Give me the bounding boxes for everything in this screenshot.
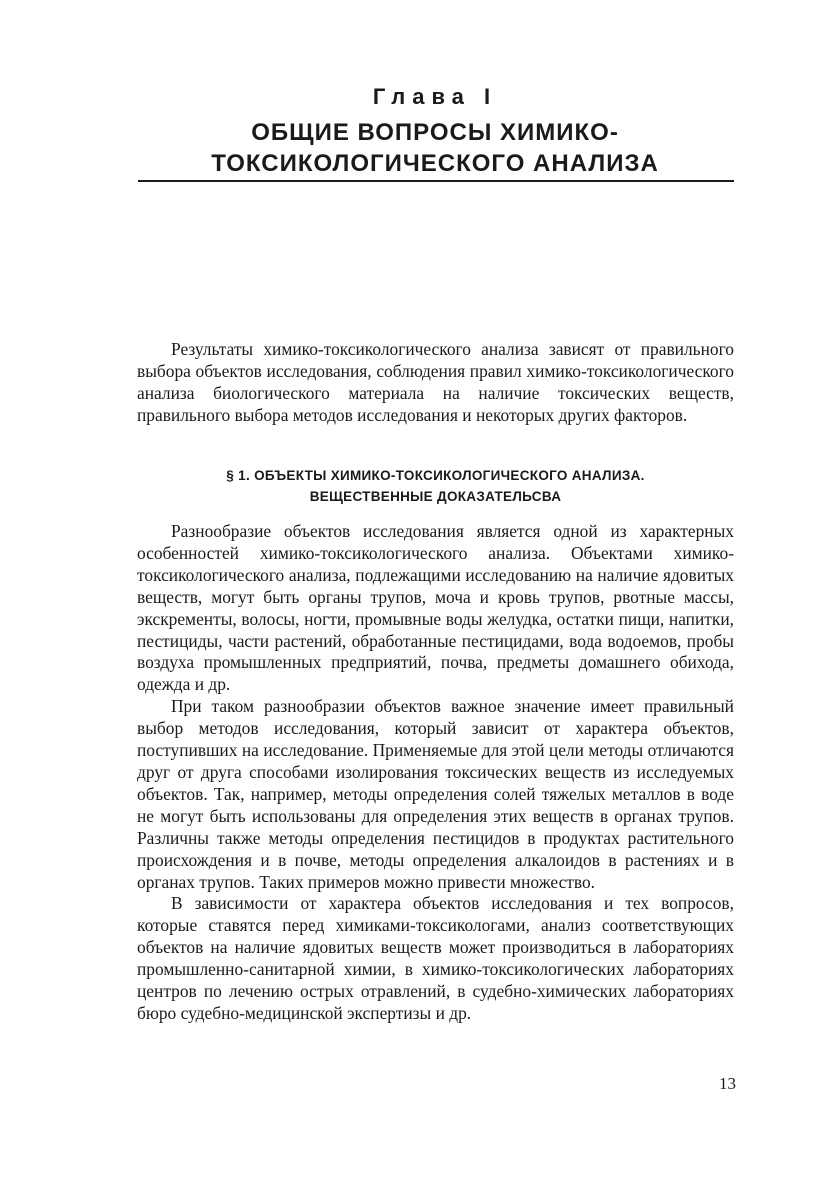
intro-block <box>137 339 734 427</box>
chapter-title-line-1: ОБЩИЕ ВОПРОСЫ ХИМИКО- <box>251 119 619 146</box>
chapter-title <box>0 117 840 179</box>
chapter-label: Глава I <box>372 84 498 109</box>
chapter-divider <box>138 180 734 182</box>
intro-paragraph: Результаты химико-токсикологического анализа зависят от правильного выбора объектов исследования, соблюдения правил химико-токсикологического анализа биологического материала на наличие токсических веществ, правильного выбора методов исследования и некоторых других факторов. <box>137 339 734 425</box>
section-title-line-1: § 1. ОБЪЕКТЫ ХИМИКО-ТОКСИКОЛОГИЧЕСКОГО АНАЛИЗА. <box>226 468 645 483</box>
section-title <box>137 465 734 507</box>
section-paragraph-2: При таком разнообразии объектов важное значение имеет правильный выбор методов исследования, который зависит от характера объектов, поступивших на исследование. Применяемые для этой цели методы отличаются друг от друга способами изолирования токсических веществ из исследуемых объектов. Так, например, методы определения солей тяжелых металлов в воде не могут быть использованы для определения этих веществ в органах трупов. Различны также методы определения пестицидов в продуктах растительного происхождения и в почве, методы определения алкалоидов в растениях и в органах трупов. Таких примеров можно привести множество. <box>137 696 734 892</box>
section-paragraph-1: Разнообразие объектов исследования является одной из характерных особенностей химико-токсикологического анализа. Объектами химико-токсикологического анализа, подлежащими исследованию на наличие ядовитых веществ, могут быть органы трупов, моча и кровь трупов, рвотные массы, экскременты, волосы, ногти, промывные воды желудка, остатки пищи, напитки, пестициды, части растений, обработанные пестицидами, вода водоемов, пробы воздуха промышленных предприятий, почва, предметы домашнего обихода, одежда и др. <box>137 521 734 695</box>
section-body <box>137 521 734 1025</box>
chapter-title-line-2: ТОКСИКОЛОГИЧЕСКОГО АНАЛИЗА <box>211 150 659 177</box>
section-title-line-2: ВЕЩЕСТВЕННЫЕ ДОКАЗАТЕЛЬСВА <box>309 489 562 504</box>
page-number: 13 <box>719 1074 736 1093</box>
section-paragraph-3: В зависимости от характера объектов исследования и тех вопросов, которые ставятся перед химиками-токсикологами, анализ соответствующих объектов на наличие ядовитых веществ может производиться в лабораториях промышленно-санитарной химии, в химико-токсикологических лабораториях центров по лечению острых отравлений, в судебно-химических лабораториях бюро судебно-медицинской экспертизы и др. <box>137 893 734 1023</box>
